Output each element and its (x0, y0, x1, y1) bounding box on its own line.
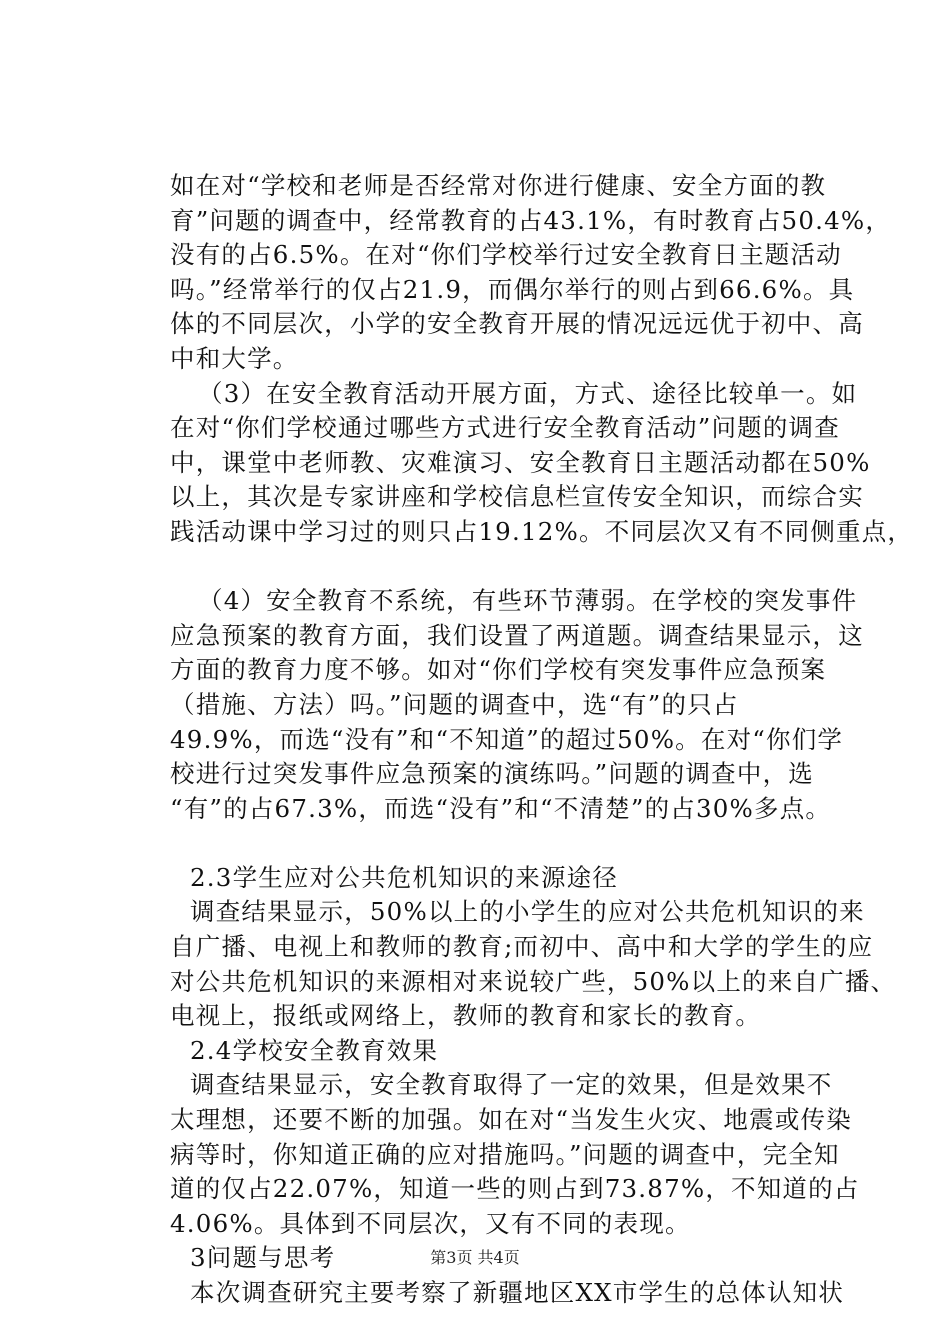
text-line: （3）在安全教育活动开展方面，方式、途径比较单一。如 (198, 378, 858, 408)
text-line: 太理想，还要不断的加强。如在对“当发生火灾、地震或传染 (170, 1105, 852, 1135)
text-line: （措施、方法）吗。”问题的调查中，选“有”的只占 (170, 689, 739, 719)
text-line: 育”问题的调查中，经常教育的占43.1%，有时教育占50.4%， (170, 205, 892, 235)
body-text (170, 169, 914, 1311)
text-line: 中和大学。 (170, 343, 299, 373)
text-line: “有”的占67.3%，而选“没有”和“不清楚”的占30%多点。 (170, 793, 832, 823)
text-line: 体的不同层次，小学的安全教育开展的情况远远优于初中、高 (170, 309, 864, 339)
text-line: 49.9%，而选“没有”和“不知道”的超过50%。在对“你们学 (170, 724, 844, 754)
text-line: 对公共危机知识的来源相对来说较广些，50%以上的来自广播、 (170, 966, 897, 996)
text-line: 应急预案的教育方面，我们设置了两道题。调查结果显示，这 (170, 620, 864, 650)
text-line: 4.06%。具体到不同层次，又有不同的表现。 (170, 1208, 691, 1238)
text-line: 道的仅占22.07%，知道一些的则占到73.87%，不知道的占 (170, 1174, 860, 1204)
text-line: 本次调查研究主要考察了新疆地区XX市学生的总体认知状 (190, 1278, 845, 1307)
text-line: 以上，其次是专家讲座和学校信息栏宣传安全知识，而综合实 (170, 482, 864, 512)
text-line: 中，课堂中老师教、灾难演习、安全教育日主题活动都在50% (170, 447, 871, 477)
text-line: 2.4学校安全教育效果 (190, 1035, 439, 1065)
text-line: （4）安全教育不系统，有些环节薄弱。在学校的突发事件 (198, 586, 858, 616)
text-line: 2.3学生应对公共危机知识的来源途径 (190, 862, 619, 892)
text-line: 方面的教育力度不够。如对“你们学校有突发事件应急预案 (170, 655, 827, 685)
text-line: 吗。”经常举行的仅占21.9，而偶尔举行的则占到66.6%。具 (170, 274, 855, 304)
text-line: 自广播、电视上和教师的教育;而初中、高中和大学的学生的应 (170, 932, 874, 962)
blank-line (170, 826, 850, 861)
text-line: 调查结果显示，安全教育取得了一定的效果，但是效果不 (190, 1070, 833, 1100)
text-line: 践活动课中学习过的则只占19.12%。不同层次又有不同侧重点， (170, 516, 914, 546)
text-line: 调查结果显示，50%以上的小学生的应对公共危机知识的来 (190, 897, 865, 927)
text-line: 电视上，报纸或网络上，教师的教育和家长的教育。 (170, 1001, 762, 1031)
text-line: 如在对“学校和老师是否经常对你进行健康、安全方面的教 (170, 171, 827, 200)
blank-line (170, 550, 850, 585)
text-line: 没有的占6.5%。在对“你们学校举行过安全教育日主题活动 (170, 240, 842, 270)
page-footer: 第3页 共4页 (430, 1248, 520, 1267)
text-line: 病等时，你知道正确的应对措施吗。”问题的调查中，完全知 (170, 1139, 840, 1169)
text-line: 校进行过突发事件应急预案的演练吗。”问题的调查中，选 (170, 759, 814, 789)
text-line: 在对“你们学校通过哪些方式进行安全教育活动”问题的调查 (170, 413, 840, 443)
text-line: 3问题与思考 (190, 1243, 336, 1273)
